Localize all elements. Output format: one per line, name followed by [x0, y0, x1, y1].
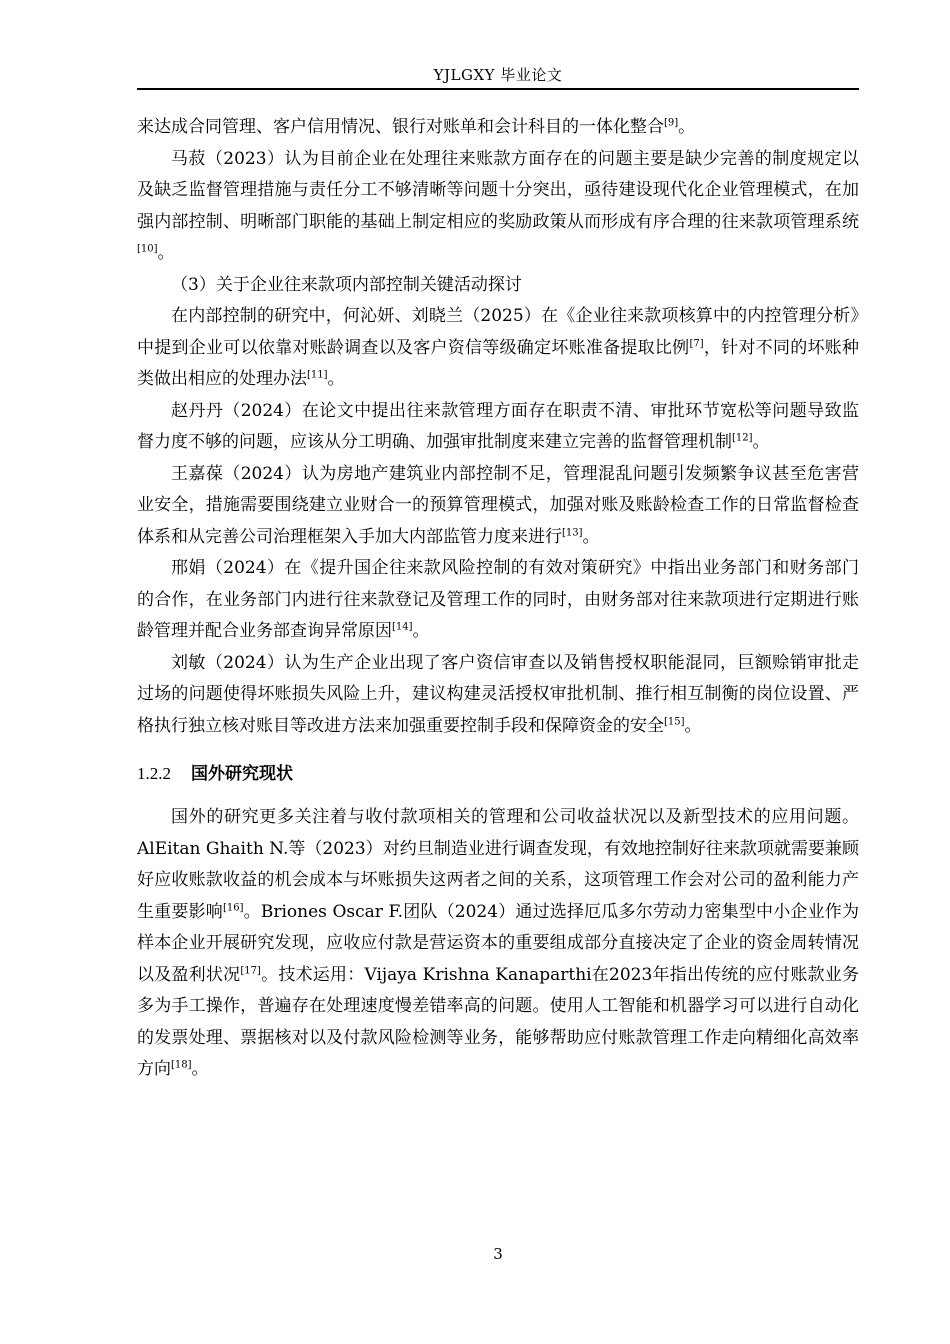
citation: [13]	[562, 526, 583, 538]
header-rule	[137, 88, 859, 90]
citation: [15]	[664, 715, 685, 727]
page-number: 3	[493, 1245, 503, 1263]
paragraph-text: 在内部控制的研究中，何沁妍、刘晓兰（2025）在《企业往来款项核算中的内控管理分析》中提到企业可以依靠对账龄调查以及客户资信等级确定坏账准备提取比例	[137, 306, 859, 358]
punctuation: 。	[412, 621, 430, 641]
paragraph	[137, 459, 859, 554]
citation: [16]	[222, 901, 244, 913]
paragraph	[137, 301, 859, 396]
citation: [17]	[240, 964, 261, 976]
citation: [10]	[137, 243, 158, 255]
punctuation: 。	[752, 432, 770, 452]
paragraph-foreign-research	[137, 802, 859, 1086]
paragraph-text: 邢娟（2024）在《提升国企往来款风险控制的有效对策研究》中指出业务部门和财务部门的合作，在业务部门内进行往来款登记及管理工作的同时，由财务部对往来款项进行定期进行账龄管理并配合业务部查询异常原因	[137, 558, 859, 641]
paragraph-text: 来达成合同管理、客户信用情况、银行对账单和会计科目的一体化整合	[137, 117, 664, 137]
paragraph	[137, 648, 859, 743]
page-header: YJLGXY 毕业论文	[433, 66, 563, 84]
punctuation: 。	[582, 526, 600, 547]
document-body	[137, 112, 859, 1086]
subheading	[137, 270, 859, 302]
paragraph-text: ，针对不同的坏账种类做出相应的处理办法	[137, 337, 860, 389]
citation: [7]	[689, 337, 704, 349]
section-number: 1.2.2	[137, 764, 171, 783]
subheading-text: （3）关于企业往来款项内部控制关键活动探讨	[171, 274, 522, 295]
paragraph-text: 国外的研究更多关注着与收付款项相关的管理和公司收益状况以及新型技术的应用问题。AlEitan Ghaith N.等（2023）对约旦制造业进行调查发现，有效地控制好往来款项就需要兼顾好应收账款收益的机会成本与坏账损失这两者之间的关系，这项管理工作会对公司的盈利能力产生重要影响	[137, 807, 859, 922]
paragraph-text: 赵丹丹（2024）在论文中提出往来款管理方面存在职责不清、审批环节宽松等问题导致监督力度不够的问题，应该从分工明确、加强审批制度来建立完善的监督管理机制	[137, 400, 859, 452]
paragraph	[137, 144, 859, 270]
paragraph-text: 马菽（2023）认为目前企业在处理往来账款方面存在的问题主要是缺少完善的制度规定以及缺乏监督管理措施与责任分工不够清晰等问题十分突出，亟待建设现代化企业管理模式，在加强内部控制、明晰部门职能的基础上制定相应的奖励政策从而形成有序合理的往来款项管理系统	[137, 148, 859, 232]
punctuation: 。	[327, 369, 345, 389]
paragraph	[137, 396, 859, 459]
paragraph-text: 。技术运用：Vijaya Krishna Kanaparthi在2023年指出传统的应付账款业务多为手工操作，普遍存在处理速度慢差错率高的问题。使用人工智能和机器学习可以进行自动化的发票处理、票据核对以及付款风险检测等业务，能够帮助应付账款管理工作走向精细化高效率方向	[137, 964, 860, 1079]
paragraph	[137, 553, 859, 648]
paragraph-text: 。Briones Oscar F.团队（2024）通过选择厄瓜多尔劳动力密集型中小企业作为样本企业开展研究发现，应收应付款是营运资本的重要组成部分直接决定了企业的资金周转情况以及盈利状况	[137, 901, 859, 985]
section-title: 国外研究现状	[191, 764, 293, 784]
section-heading	[137, 760, 859, 788]
punctuation: 。	[678, 117, 696, 137]
citation: [11]	[307, 369, 328, 381]
punctuation: 。	[191, 1059, 209, 1079]
paragraph-text: 王嘉葆（2024）认为房地产建筑业内部控制不足，管理混乱问题引发频繁争议甚至危害营业安全，措施需要围绕建立业财合一的预算管理模式，加强对账及账龄检查工作的日常监督检查体系和从完善公司治理框架入手加大内部监管力度来进行	[137, 463, 859, 547]
citation: [9]	[664, 117, 679, 129]
citation: [18]	[171, 1059, 192, 1071]
citation: [14]	[392, 621, 413, 633]
punctuation: 。	[684, 715, 702, 736]
paragraph-text: 刘敏（2024）认为生产企业出现了客户资信审查以及销售授权职能混同，巨额赊销审批走过场的问题使得坏账损失风险上升，建议构建灵活授权审批机制、推行相互制衡的岗位设置、严格执行独立核对账目等改进方法来加强重要控制手段和保障资金的安全	[137, 652, 859, 736]
citation: [12]	[732, 432, 753, 444]
punctuation: 。	[157, 243, 175, 263]
paragraph-continuation	[137, 112, 859, 144]
